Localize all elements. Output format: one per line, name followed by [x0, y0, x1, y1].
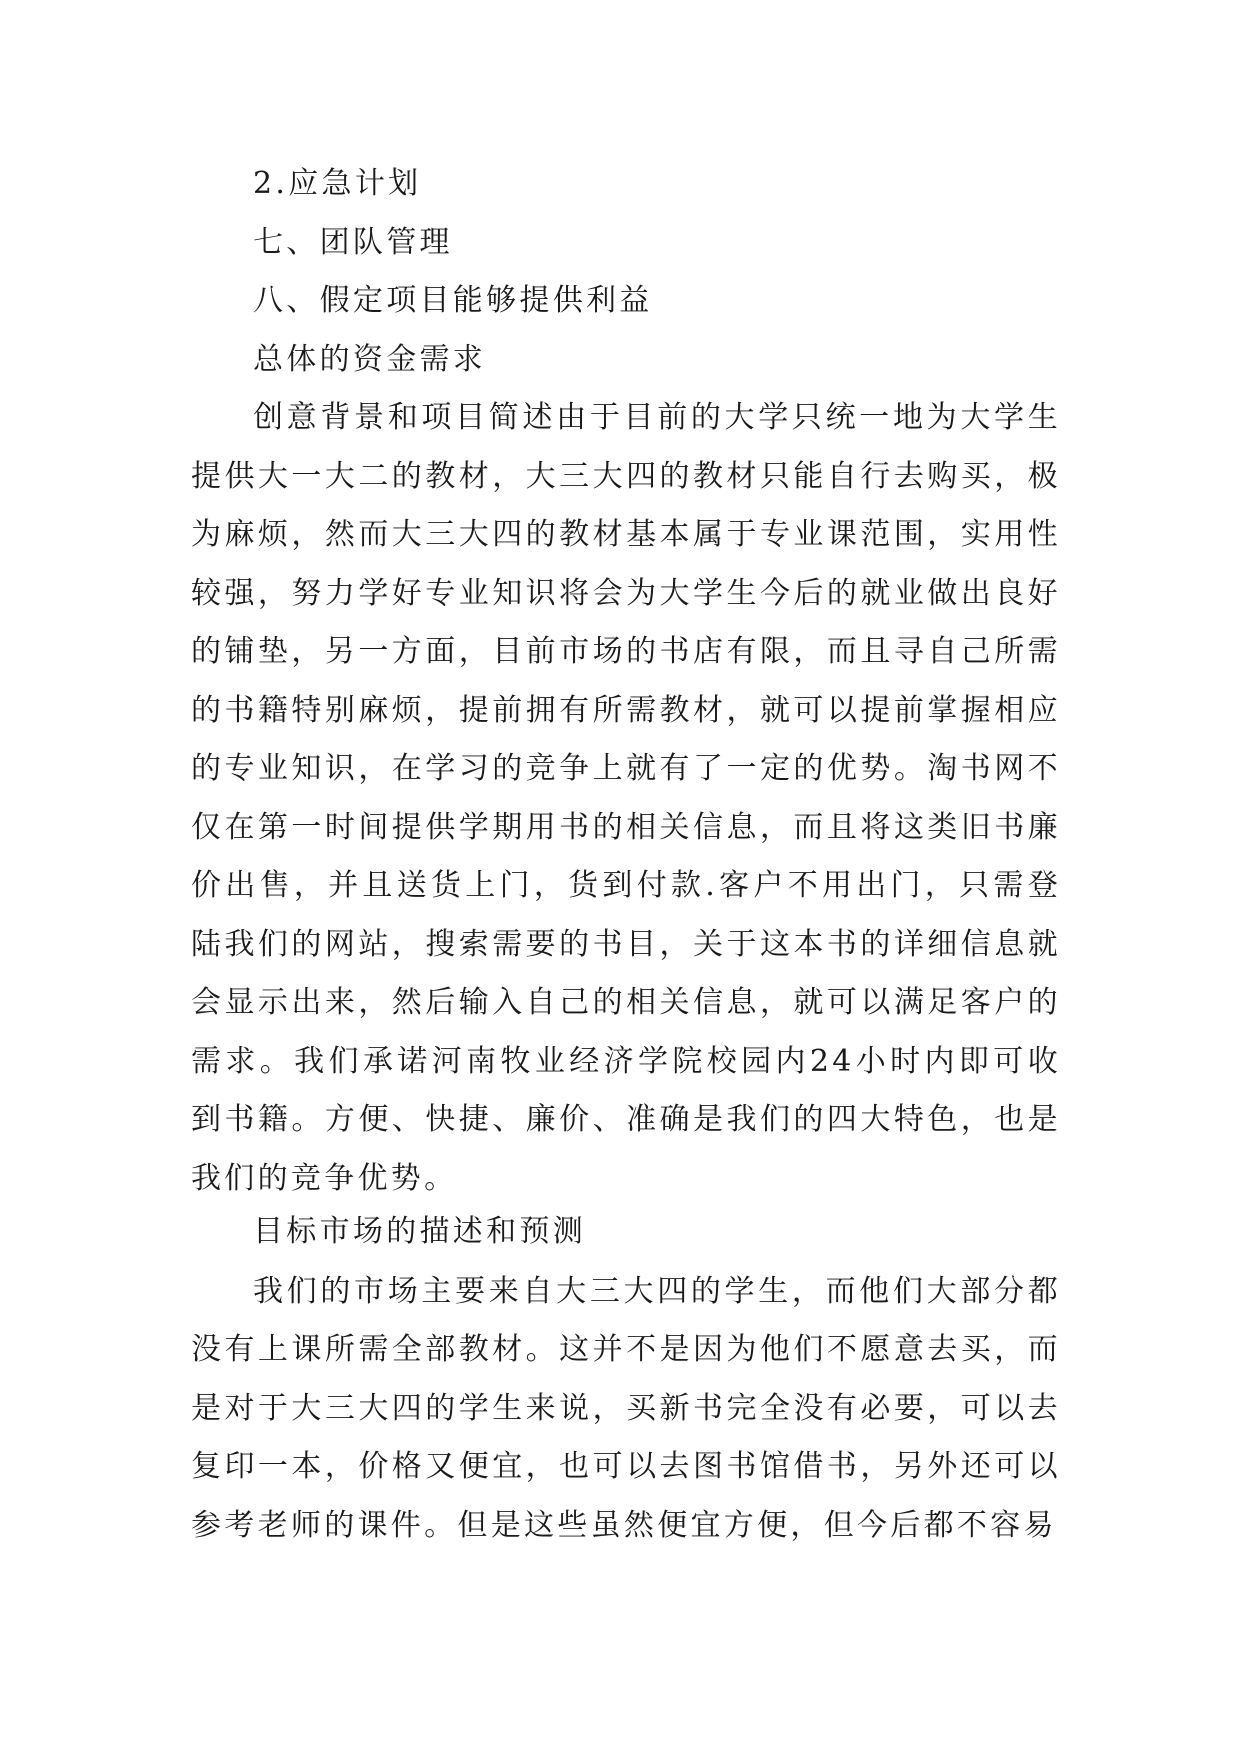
paragraph-background: 创意背景和项目简述由于目前的大学只统一地为大学生提供大一大二的教材，大三大四的教材只能自行去购买，极为麻烦，然而大三大四的教材基本属于专业课范围，实用性较强，努力学好专业知识将会为大学生今后的就业做出良好的铺垫，另一方面，目前市场的书店有限，而且寻自己所需的书籍特别麻烦，提前拥有所需教材，就可以提前掌握相应的专业知识，在学习的竞争上就有了一定的优势。淘书网不仅在第一时间提供学期用书的相关信息，而且将这类旧书廉价出售，并且送货上门，货到付款.客户不用出门，只需登陆我们的网站，搜索需要的书目，关于这本书的详细信息就会显示出来，然后输入自己的相关信息，就可以满足客户的需求。我们承诺河南牧业经济学院校园内24小时内即可收到书籍。方便、快捷、廉价、准确是我们的四大特色，也是我们的竞争优势。 [191, 400, 1061, 1196]
heading-funding-requirements: 总体的资金需求 [253, 341, 487, 377]
heading-assumed-benefits: 八、假定项目能够提供利益 [253, 283, 653, 318]
document-body-bottom [191, 1203, 1061, 1555]
paragraph-market: 我们的市场主要来自大三大四的学生，而他们大部分都没有上课所需全部教材。这并不是因为他们不愿意去买，而是对于大三大四的学生来说，买新书完全没有必要，可以去复印一本，价格又便宜，也可以去图书馆借书，另外还可以参考老师的课件。但是这些虽然便宜方便，但今后都不容易 [191, 1273, 1061, 1543]
heading-emergency-plan: 2.应急计划 [253, 166, 422, 201]
document-body-top [191, 155, 1061, 1208]
heading-team-management: 七、团队管理 [253, 224, 453, 260]
heading-target-market: 目标市场的描述和预测 [253, 1214, 586, 1249]
